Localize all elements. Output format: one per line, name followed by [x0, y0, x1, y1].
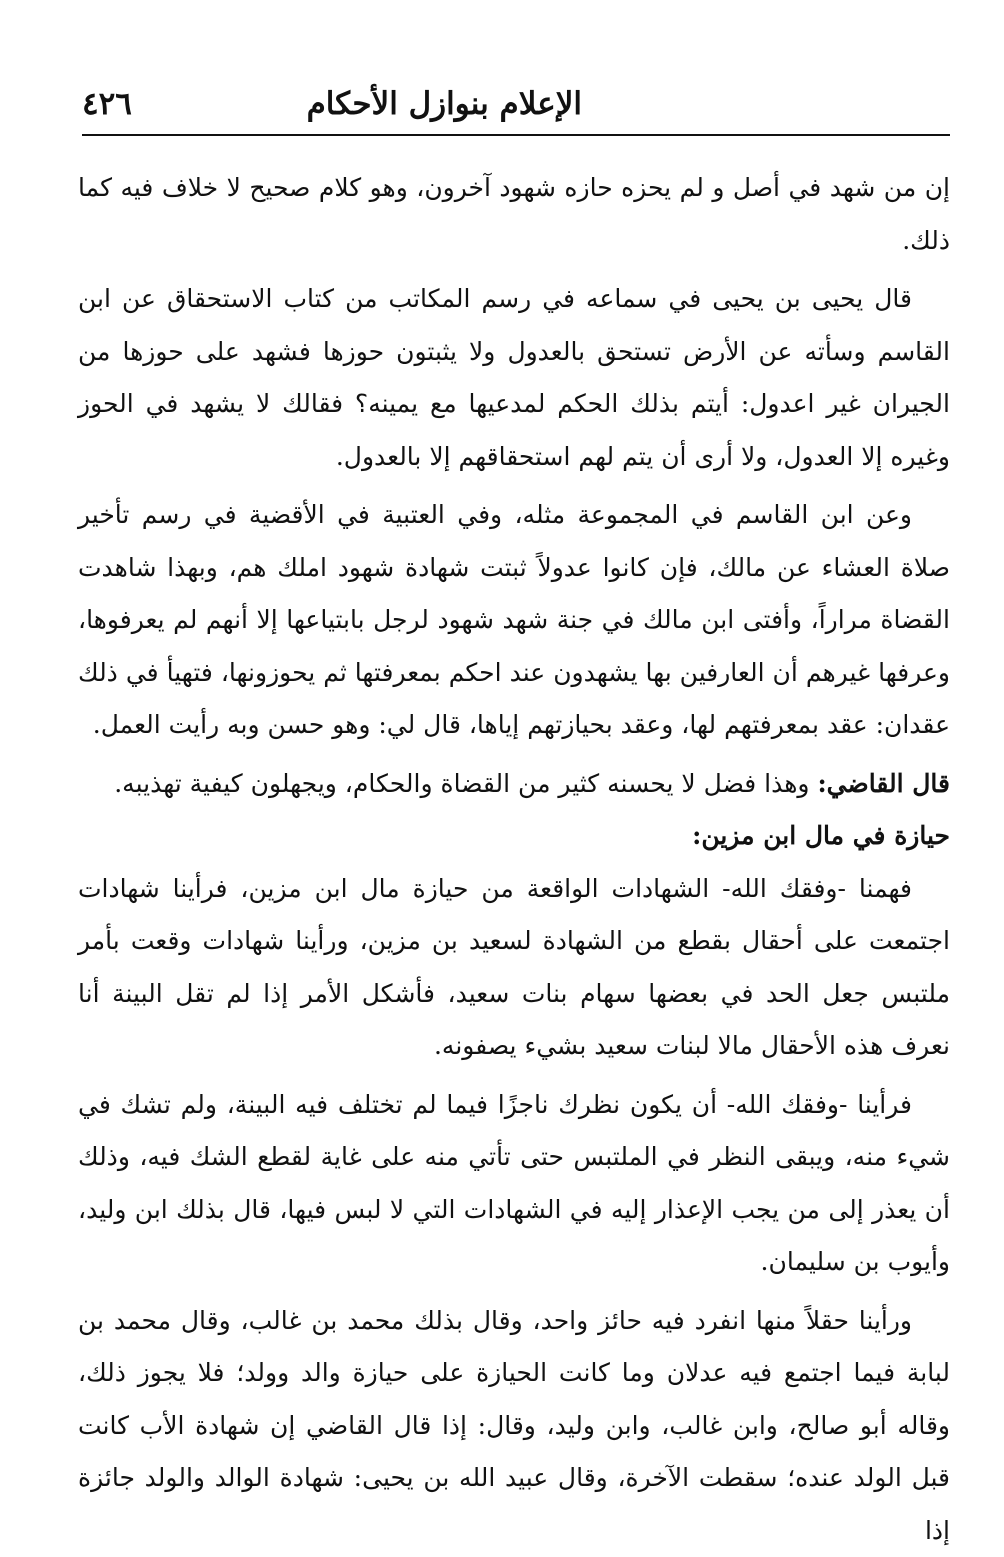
paragraph-continuation: إن من شهد في أصل و لم يحزه حازه شهود آخرون، وهو كلام صحيح لا خلاف فيه كما ذلك. — [78, 162, 950, 267]
judge-remark-text: وهذا فضل لا يحسنه كثير من القضاة والحكام، ويجهلون كيفية تهذيبه. — [114, 769, 809, 798]
section-heading: حيازة في مال ابن مزين: — [78, 810, 950, 863]
paragraph-yahya-ibn-yahya: قال يحيى بن يحيى في سماعه في رسم المكاتب من كتاب الاستحقاق عن ابن القاسم وسأته عن الأرض تستحق بالعدول ولا يثبتون حوزها فشهد على حوزها من الجيران غير اعدول: أيتم بذلك الحكم لمدعيها مع يمينه؟ فقالك لا يشهد في الحوز وغيره إلا العدول، ولا أرى أن يتم لهم استحقاقهم إلا بالعدول. — [78, 273, 950, 483]
judge-lead-label: قال القاضي: — [817, 769, 950, 798]
paragraph-single-possessor: ورأينا حقلاً منها انفرد فيه حائز واحد، وقال بذلك محمد بن غالب، وقال محمد بن لبابة فيما اجتمع فيه عدلان وما كانت الحيازة على حيازة والد وولد؛ فلا يجوز ذلك، وقاله أبو صالح، وابن غالب، وابن وليد، وقال: إذا قال القاضي إن شهادة الأب كانت قبل الولد عنده؛ سقطت الآخرة، وقال عبيد الله بن يحيى: شهادة الوالد والولد جائزة إذا — [78, 1295, 950, 1557]
running-header — [82, 82, 952, 128]
paragraph-judge-remark — [78, 758, 950, 811]
paragraph-ibn-muzayn-testimonies: فهمنا -وفقك الله- الشهادات الواقعة من حيازة مال ابن مزين، فرأينا شهادات اجتمعت على أحقال بقطع من الشهادة لسعيد بن مزين، ورأينا شهادات وقعت بأمر ملتبس جعل الحد في بعضها سهام بنات سعيد، فأشكل الأمر إذا لم تقل البينة أنا نعرف هذه الأحقال مالا لبنات سعيد بشيء يصفونه. — [78, 863, 950, 1073]
page-body — [78, 162, 950, 1557]
header-divider — [82, 134, 950, 136]
paragraph-ruling-opinion: فرأينا -وفقك الله- أن يكون نظرك ناجزًا فيما لم تختلف فيه البينة، ولم تشك في شيء منه، ويبقى النظر في الملتبس حتى تأتي منه على غاية لقطع الشك فيه، وذلك أن يعذر إلى من يجب الإعذار إليه في الشهادات التي لا لبس فيها، قال بذلك ابن وليد، وأيوب بن سليمان. — [78, 1079, 950, 1289]
page-number: ٤٢٦ — [82, 86, 132, 122]
book-title: الإعلام بنوازل الأحكام — [307, 86, 582, 122]
paragraph-ibn-al-qasim: وعن ابن القاسم في المجموعة مثله، وفي العتبية في الأقضية في رسم تأخير صلاة العشاء عن مالك، فإن كانوا عدولاً ثبتت شهادة شهود املك هم، وبهذا شاهدت القضاة مراراً، وأفتى ابن مالك في جنة شهد شهود لرجل بابتياعها إلا أنهم لم يعرفوها، وعرفها غيرهم أن العارفين بها يشهدون عند احكم بمعرفتها ثم يحوزونها، فتهيأ في ذلك عقدان: عقد بمعرفتهم لها، وعقد بحيازتهم إياها، قال لي: وهو حسن وبه رأيت العمل. — [78, 489, 950, 752]
